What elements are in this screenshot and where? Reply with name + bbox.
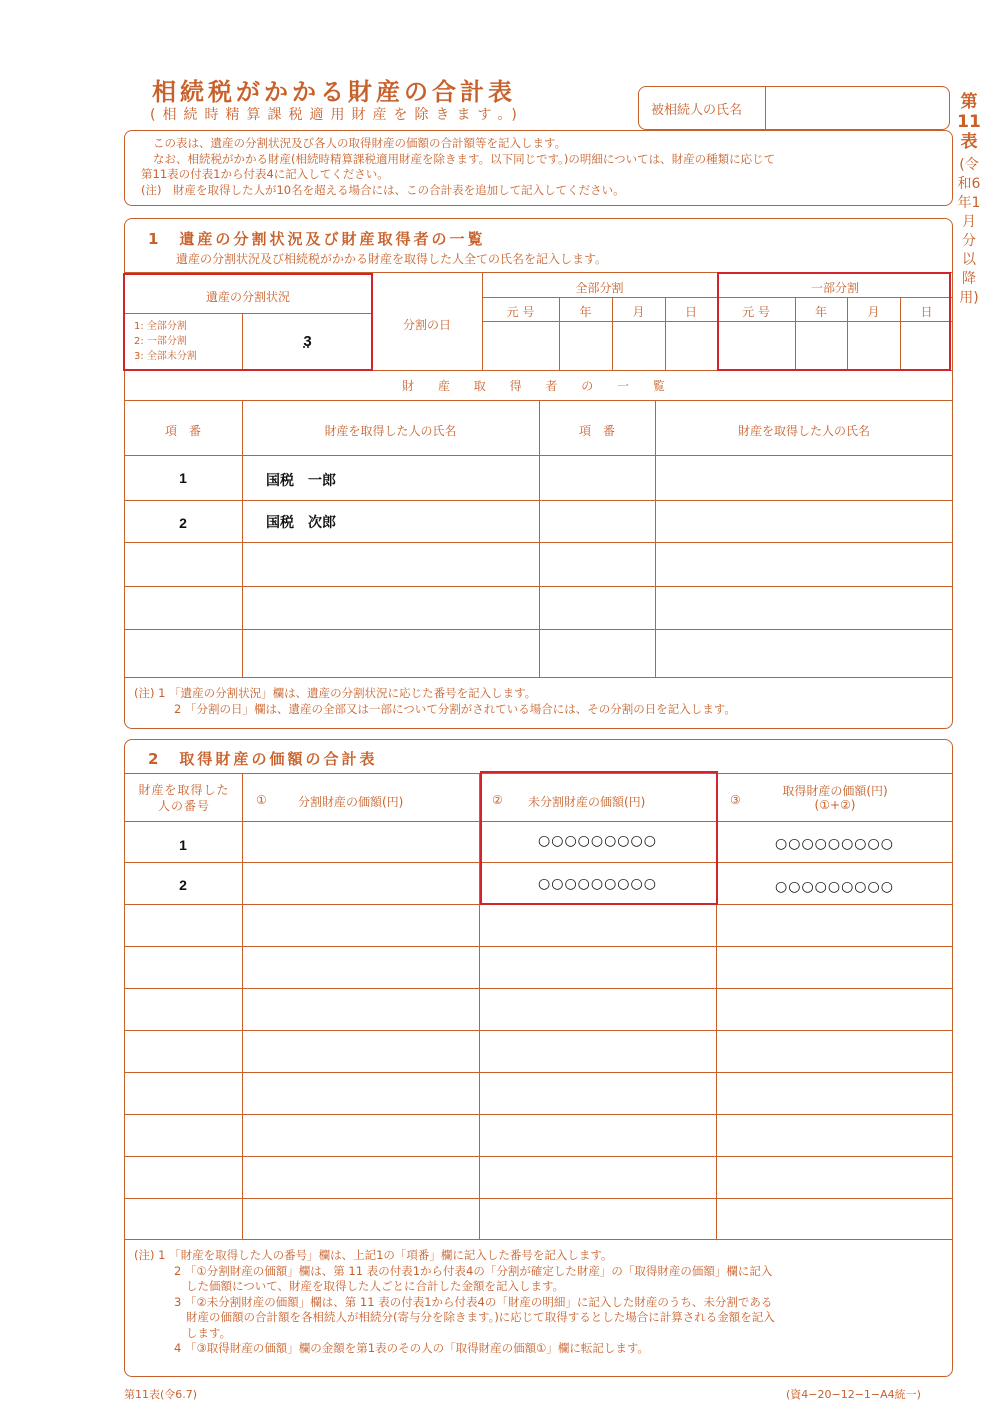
highlight-undivided-column xyxy=(480,771,718,905)
col-no-left: 項 番 xyxy=(164,424,201,438)
person-2-name[interactable]: 国税 次郎 xyxy=(266,514,336,530)
person-1-no: 1 xyxy=(179,470,187,486)
full-era-label: 元 号 xyxy=(506,305,535,319)
highlight-division-status xyxy=(123,273,373,371)
col2-label: 未分割財産の価額(円) xyxy=(528,795,646,809)
col-no-right: 項 番 xyxy=(578,424,615,438)
person-2-no: 2 xyxy=(179,515,187,531)
col1-label: 分割財産の価額(円) xyxy=(298,795,404,809)
section2-notes: (注) 1 「財産を取得した人の番号」欄は、上記1の「項番」欄に記入した番号を記入します。 2 「①分割財産の価額」欄は、第 11 表の付表1から付表4の「分割が確定した財産」の「取得財産の価額」欄に記入 した価額について、財産を取得した人ごとに合計した金額を記入します。 3 「②未分割財産の価額」欄は、第 11 表の付表1から付表4の「財産の明細」に記入した財産のうち、未分割である 財産の価額の合計額を各相続人が相続分(寄与分を除きます。)に応じて取得するとした場合に計算される金額を記入 します。 4 「③取得財産の価額」欄の金額を第1表のその人の「取得財産の価額①」欄に転記します。 xyxy=(134,1248,775,1355)
col-name-right: 財産を取得した人の氏名 xyxy=(737,424,870,438)
col1-mark: ① xyxy=(256,793,267,807)
option-none: 3: 全部未分割 xyxy=(134,351,197,362)
partial-division-label: 一部分割 xyxy=(810,281,859,295)
partial-era-label: 元 号 xyxy=(742,305,770,319)
form-subtitle: (相続時精算課税適用財産を除きます。) xyxy=(150,107,524,123)
full-day-label: 日 xyxy=(684,305,697,319)
col3-mark: ③ xyxy=(730,793,741,807)
division-status-value[interactable]: 3 xyxy=(303,333,312,350)
intro-box xyxy=(124,130,953,206)
division-status-label: 遺産の分割状況 xyxy=(205,290,290,304)
row-2-no: 2 xyxy=(179,877,187,893)
option-full: 1: 全部分割 xyxy=(134,321,187,332)
footer-left: 第11表(令6.7) xyxy=(124,1388,198,1401)
form-title: 相続税がかかる財産の合計表 xyxy=(152,78,516,106)
person-1-name[interactable]: 国税 一郎 xyxy=(266,472,336,488)
row-1-no: 1 xyxy=(179,837,187,853)
side-form-label xyxy=(957,92,981,308)
col2-mark: ② xyxy=(492,793,503,807)
section1-subheading: 遺産の分割状況及び相続税がかかる財産を取得した人全ての氏名を記入します。 xyxy=(176,252,608,266)
decedent-name-box xyxy=(638,86,950,130)
row-1-undivided[interactable]: ○○○○○○○○○ xyxy=(538,833,657,849)
col-name-left: 財産を取得した人の氏名 xyxy=(324,424,457,438)
col-acquirer-number: 財産を取得した人の番号 xyxy=(138,783,230,813)
row-1-total[interactable]: ○○○○○○○○○ xyxy=(775,836,894,852)
col3-sublabel: (①+②) xyxy=(814,798,856,812)
intro-text: この表は、遺産の分割状況及び各人の取得財産の価額の合計額等を記入します。 なお、相続税がかかる財産(相続時精算課税適用財産を除きます。以下同じです。)の明細については、財産の種類に応じて 第11表の付表1から付表4に記入してください。 (注) 財産を取得した人が10名を超える場合には、この合計表を追加して記入してください。 xyxy=(141,136,776,197)
option-partial: 2: 一部分割 xyxy=(134,336,187,347)
full-month-label: 月 xyxy=(632,305,645,319)
decedent-name-field[interactable] xyxy=(767,89,945,127)
partial-year-label: 年 xyxy=(814,305,827,319)
row-2-total[interactable]: ○○○○○○○○○ xyxy=(775,879,894,895)
form-period: (令和6年1月分以降用) xyxy=(957,157,981,306)
division-date-label: 分割の日 xyxy=(402,318,451,332)
row-2-undivided[interactable]: ○○○○○○○○○ xyxy=(538,876,657,892)
partial-month-label: 月 xyxy=(867,305,880,319)
full-division-label: 全部分割 xyxy=(575,281,624,295)
section2-heading: 2 取得財産の価額の合計表 xyxy=(148,750,378,768)
decedent-name-label: 被相続人の氏名 xyxy=(651,103,743,118)
highlight-partial-division xyxy=(717,272,951,371)
col3-label: 取得財産の価額(円) xyxy=(782,784,888,798)
footer-right: (資4−20−12−1−A4統一) xyxy=(786,1388,921,1401)
section1-heading: 1 遺産の分割状況及び財産取得者の一覧 xyxy=(148,230,486,248)
form-number: 第11表 xyxy=(957,92,981,152)
acquirer-list-title: 財 産 取 得 者 の 一 覧 xyxy=(402,379,675,393)
partial-day-label: 日 xyxy=(920,305,933,319)
full-year-label: 年 xyxy=(579,305,592,319)
section1-notes: (注) 1 「遺産の分割状況」欄は、遺産の分割状況に応じた番号を記入します。 2 「分割の日」欄は、遺産の全部又は一部について分割がされている場合には、その分割の日を記入します。 xyxy=(134,686,736,716)
